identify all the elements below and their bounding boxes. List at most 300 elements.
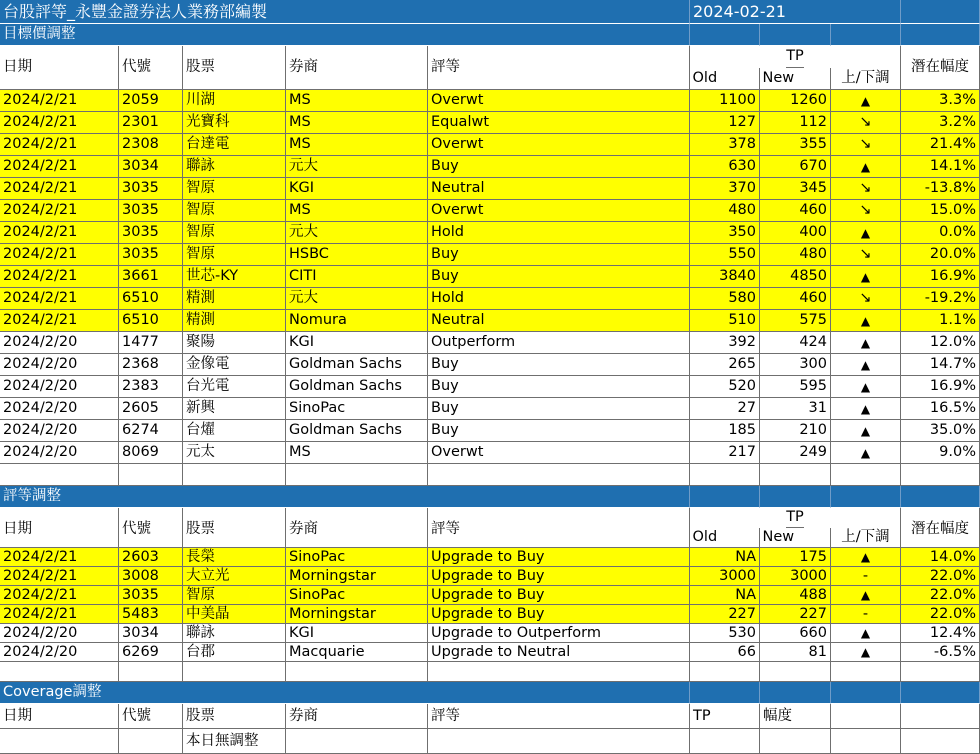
cell-date[interactable]: 2024/2/21: [0, 90, 119, 112]
cell-upside[interactable]: 22.0%: [901, 605, 980, 624]
table-row: [0, 112, 980, 134]
cell-tp-old[interactable]: 1100: [690, 90, 760, 112]
blank-cell[interactable]: [0, 464, 119, 486]
cell-upside[interactable]: 22.0%: [901, 567, 980, 586]
cell-broker[interactable]: Goldman Sachs: [286, 376, 428, 398]
section1-title[interactable]: 目標價調整: [0, 24, 690, 46]
cell-stock[interactable]: 台燿: [183, 420, 286, 442]
cell-date[interactable]: 2024/2/20: [0, 442, 119, 464]
table-row: [0, 156, 980, 178]
up-triangle-icon[interactable]: ▲: [831, 90, 901, 112]
blank-row: [0, 662, 980, 682]
table-row: [0, 420, 980, 442]
cell-code[interactable]: 3034: [119, 624, 183, 643]
header-stock[interactable]: 股票: [183, 508, 286, 548]
blank-cell[interactable]: [286, 729, 428, 754]
cell-stock[interactable]: 台郡: [183, 643, 286, 662]
blank-cell[interactable]: [690, 464, 760, 486]
blank-cell[interactable]: [0, 662, 119, 682]
blank-cell[interactable]: [831, 662, 901, 682]
blank-cell[interactable]: [183, 662, 286, 682]
cell-broker[interactable]: Morningstar: [286, 567, 428, 586]
cell-tp-new[interactable]: 300: [760, 354, 831, 376]
cell-upside[interactable]: 35.0%: [901, 420, 980, 442]
cell-upside[interactable]: 22.0%: [901, 586, 980, 605]
section3-band-blank-cell[interactable]: [901, 682, 980, 704]
cell-broker[interactable]: Goldman Sachs: [286, 354, 428, 376]
cell-broker[interactable]: HSBC: [286, 244, 428, 266]
cell-upside[interactable]: 14.0%: [901, 548, 980, 567]
cell-rating[interactable]: Buy: [428, 244, 690, 266]
cell-broker[interactable]: 元大: [286, 222, 428, 244]
blank-cell[interactable]: [831, 464, 901, 486]
cell-stock[interactable]: 光寶科: [183, 112, 286, 134]
cell-tp-old[interactable]: 3000: [690, 567, 760, 586]
table-row: [0, 548, 980, 567]
cell-tp-new[interactable]: 424: [760, 332, 831, 354]
cell-upside[interactable]: -19.2%: [901, 288, 980, 310]
cell-code[interactable]: 3661: [119, 266, 183, 288]
cell-upside[interactable]: 9.0%: [901, 442, 980, 464]
header-rating[interactable]: 評等: [428, 704, 690, 729]
cell-rating[interactable]: Buy: [428, 266, 690, 288]
cell-code[interactable]: 6510: [119, 310, 183, 332]
cell-date[interactable]: 2024/2/21: [0, 112, 119, 134]
cell-rating[interactable]: Equalwt: [428, 112, 690, 134]
cell-code[interactable]: 3035: [119, 222, 183, 244]
cell-tp-old[interactable]: 217: [690, 442, 760, 464]
cell-code[interactable]: 2368: [119, 354, 183, 376]
cell-tp-new[interactable]: 670: [760, 156, 831, 178]
cell-broker[interactable]: KGI: [286, 332, 428, 354]
table-row: [0, 222, 980, 244]
cell-stock[interactable]: 長榮: [183, 548, 286, 567]
header-tp-group: [690, 46, 901, 90]
cell-direction[interactable]: -: [831, 567, 901, 586]
cell-code[interactable]: 2603: [119, 548, 183, 567]
cell-tp-old[interactable]: 378: [690, 134, 760, 156]
cell-stock[interactable]: 元太: [183, 442, 286, 464]
header-stock[interactable]: 股票: [183, 46, 286, 90]
blank-cell[interactable]: [690, 662, 760, 682]
header-rating[interactable]: 評等: [428, 46, 690, 90]
cell-tp-new[interactable]: 210: [760, 420, 831, 442]
report-date[interactable]: 2024-02-21: [690, 0, 901, 24]
cell-stock[interactable]: 精測: [183, 310, 286, 332]
cell-tp-new[interactable]: 227: [760, 605, 831, 624]
cell-tp-new[interactable]: 3000: [760, 567, 831, 586]
header-tp[interactable]: TP: [690, 704, 760, 729]
header-broker[interactable]: 券商: [286, 508, 428, 548]
header-tp-subheaders: [690, 68, 901, 89]
cell-date[interactable]: 2024/2/21: [0, 310, 119, 332]
cell-stock[interactable]: 川湖: [183, 90, 286, 112]
cell-code[interactable]: 2301: [119, 112, 183, 134]
cell-upside[interactable]: 0.0%: [901, 222, 980, 244]
cell-stock[interactable]: 新興: [183, 398, 286, 420]
cell-tp-old[interactable]: 580: [690, 288, 760, 310]
cell-broker[interactable]: Macquarie: [286, 643, 428, 662]
cell-date[interactable]: 2024/2/20: [0, 420, 119, 442]
cell-date[interactable]: 2024/2/21: [0, 567, 119, 586]
cell-date[interactable]: 2024/2/21: [0, 156, 119, 178]
cell-rating[interactable]: Buy: [428, 420, 690, 442]
sheet-title[interactable]: 台股評等_永豐金證券法人業務部編製: [0, 0, 690, 24]
cell-code[interactable]: 5483: [119, 605, 183, 624]
cell-tp-new[interactable]: 595: [760, 376, 831, 398]
cell-upside[interactable]: 3.2%: [901, 112, 980, 134]
cell-tp-new[interactable]: 4850: [760, 266, 831, 288]
cell-date[interactable]: 2024/2/21: [0, 548, 119, 567]
section1-band-blank-cell[interactable]: [760, 24, 831, 46]
cell-rating[interactable]: Hold: [428, 288, 690, 310]
cell-date[interactable]: 2024/2/21: [0, 244, 119, 266]
cell-tp-new[interactable]: 400: [760, 222, 831, 244]
cell-stock[interactable]: 聚陽: [183, 332, 286, 354]
cell-tp-old[interactable]: 520: [690, 376, 760, 398]
header-code[interactable]: 代號: [119, 46, 183, 90]
cell-stock[interactable]: 金像電: [183, 354, 286, 376]
cell-broker[interactable]: MS: [286, 112, 428, 134]
cell-tp-old[interactable]: 3840: [690, 266, 760, 288]
cell-tp-old[interactable]: NA: [690, 548, 760, 567]
cell-stock[interactable]: 智原: [183, 222, 286, 244]
table-row: [0, 288, 980, 310]
blank-cell[interactable]: [901, 464, 980, 486]
cell-broker[interactable]: Nomura: [286, 310, 428, 332]
cell-code[interactable]: 2383: [119, 376, 183, 398]
blank-cell[interactable]: [119, 729, 183, 754]
cell-code[interactable]: 3034: [119, 156, 183, 178]
down-arrow-icon[interactable]: ↘: [831, 178, 901, 200]
cell-code[interactable]: 2059: [119, 90, 183, 112]
cell-broker[interactable]: 元大: [286, 288, 428, 310]
cell-broker[interactable]: MS: [286, 442, 428, 464]
cell-rating[interactable]: Upgrade to Buy: [428, 605, 690, 624]
cell-broker[interactable]: MS: [286, 200, 428, 222]
header-stock[interactable]: 股票: [183, 704, 286, 729]
blank-cell[interactable]: [286, 662, 428, 682]
blank-cell[interactable]: [0, 729, 119, 754]
table-row: [0, 178, 980, 200]
blank-row: [0, 464, 980, 486]
cell-stock[interactable]: 聯詠: [183, 624, 286, 643]
blank-cell[interactable]: [183, 464, 286, 486]
cell-broker[interactable]: CITI: [286, 266, 428, 288]
cell-stock[interactable]: 大立光: [183, 567, 286, 586]
cell-tp-old[interactable]: 185: [690, 420, 760, 442]
section2-band-blank-cell[interactable]: [831, 486, 901, 508]
cell-tp-old[interactable]: 510: [690, 310, 760, 332]
up-triangle-icon[interactable]: ▲: [831, 332, 901, 354]
up-triangle-icon[interactable]: ▲: [831, 310, 901, 332]
header-broker[interactable]: 券商: [286, 46, 428, 90]
cell-upside[interactable]: 16.9%: [901, 266, 980, 288]
cell-rating[interactable]: Overwt: [428, 90, 690, 112]
cell-broker[interactable]: SinoPac: [286, 548, 428, 567]
cell-date[interactable]: 2024/2/20: [0, 354, 119, 376]
section1-band-blank-cell[interactable]: [831, 24, 901, 46]
cell-stock[interactable]: 智原: [183, 178, 286, 200]
up-triangle-icon[interactable]: ▲: [831, 442, 901, 464]
cell-broker[interactable]: SinoPac: [286, 586, 428, 605]
header-code[interactable]: 代號: [119, 704, 183, 729]
blank-cell[interactable]: [428, 464, 690, 486]
no-adjustment-note[interactable]: 本日無調整: [183, 729, 286, 754]
cell-upside[interactable]: 21.4%: [901, 134, 980, 156]
cell-code[interactable]: 6274: [119, 420, 183, 442]
cell-upside[interactable]: 12.4%: [901, 624, 980, 643]
cell-upside[interactable]: 16.9%: [901, 376, 980, 398]
cell-upside[interactable]: -6.5%: [901, 643, 980, 662]
cell-stock[interactable]: 台光電: [183, 376, 286, 398]
section1-band-blank-cell[interactable]: [901, 24, 980, 46]
cell-tp-new[interactable]: 575: [760, 310, 831, 332]
cell-upside[interactable]: 14.7%: [901, 354, 980, 376]
section3-title[interactable]: Coverage調整: [0, 682, 690, 704]
cell-rating[interactable]: Buy: [428, 156, 690, 178]
cell-tp-old[interactable]: 550: [690, 244, 760, 266]
cell-tp-new[interactable]: 345: [760, 178, 831, 200]
cell-code[interactable]: 2605: [119, 398, 183, 420]
down-arrow-icon[interactable]: ↘: [831, 200, 901, 222]
table-row: [0, 605, 980, 624]
cell-stock[interactable]: 智原: [183, 200, 286, 222]
cell-tp-new[interactable]: 112: [760, 112, 831, 134]
cell-date[interactable]: 2024/2/21: [0, 200, 119, 222]
cell-direction[interactable]: -: [831, 605, 901, 624]
section3-band: [0, 682, 980, 704]
cell-date[interactable]: 2024/2/20: [0, 398, 119, 420]
cell-tp-new[interactable]: 460: [760, 288, 831, 310]
table-row: [0, 376, 980, 398]
cell-stock[interactable]: 聯詠: [183, 156, 286, 178]
cell-tp-new[interactable]: 175: [760, 548, 831, 567]
header-date[interactable]: 日期: [0, 46, 119, 90]
cell-tp-new[interactable]: 480: [760, 244, 831, 266]
cell-date[interactable]: 2024/2/20: [0, 643, 119, 662]
header-date[interactable]: 日期: [0, 508, 119, 548]
header-blank-cell[interactable]: [901, 704, 980, 729]
cell-rating[interactable]: Upgrade to Buy: [428, 567, 690, 586]
blank-cell[interactable]: [119, 662, 183, 682]
cell-broker[interactable]: KGI: [286, 624, 428, 643]
section3-note-row: [0, 729, 980, 754]
cell-rating[interactable]: Buy: [428, 398, 690, 420]
cell-tp-old[interactable]: 27: [690, 398, 760, 420]
cell-tp-old[interactable]: 480: [690, 200, 760, 222]
cell-tp-old[interactable]: 630: [690, 156, 760, 178]
cell-code[interactable]: 3008: [119, 567, 183, 586]
blank-cell[interactable]: [428, 662, 690, 682]
header-code[interactable]: 代號: [119, 508, 183, 548]
up-triangle-icon[interactable]: ▲: [831, 586, 901, 605]
cell-rating[interactable]: Overwt: [428, 134, 690, 156]
cell-rating[interactable]: Neutral: [428, 178, 690, 200]
blank-cell[interactable]: [901, 729, 980, 754]
blank-cell[interactable]: [690, 729, 760, 754]
down-arrow-icon[interactable]: ↘: [831, 112, 901, 134]
blank-cell[interactable]: [428, 729, 690, 754]
cell-stock[interactable]: 中美晶: [183, 605, 286, 624]
cell-code[interactable]: 8069: [119, 442, 183, 464]
cell-code[interactable]: 3035: [119, 200, 183, 222]
up-triangle-icon[interactable]: ▲: [831, 624, 901, 643]
header-rating[interactable]: 評等: [428, 508, 690, 548]
section3-band-blank-cell[interactable]: [760, 682, 831, 704]
cell-tp-new[interactable]: 81: [760, 643, 831, 662]
up-triangle-icon[interactable]: ▲: [831, 398, 901, 420]
section1-band: [0, 24, 980, 46]
cell-tp-new[interactable]: 488: [760, 586, 831, 605]
cell-code[interactable]: 6269: [119, 643, 183, 662]
cell-broker[interactable]: Goldman Sachs: [286, 420, 428, 442]
cell-broker[interactable]: MS: [286, 134, 428, 156]
cell-tp-old[interactable]: 227: [690, 605, 760, 624]
cell-code[interactable]: 1477: [119, 332, 183, 354]
section3-band-blank-cell[interactable]: [690, 682, 760, 704]
cell-broker[interactable]: KGI: [286, 178, 428, 200]
cell-stock[interactable]: 台達電: [183, 134, 286, 156]
table-row: [0, 567, 980, 586]
table-row: [0, 586, 980, 605]
cell-date[interactable]: 2024/2/21: [0, 134, 119, 156]
up-triangle-icon[interactable]: ▲: [831, 548, 901, 567]
header-range[interactable]: 幅度: [760, 704, 831, 729]
cell-rating[interactable]: Buy: [428, 376, 690, 398]
table-row: [0, 624, 980, 643]
cell-tp-new[interactable]: 1260: [760, 90, 831, 112]
header-direction: 上/下調: [841, 70, 890, 87]
cell-tp-old[interactable]: NA: [690, 586, 760, 605]
cell-tp-new[interactable]: 355: [760, 134, 831, 156]
up-triangle-icon[interactable]: ▲: [831, 266, 901, 288]
cell-tp-old[interactable]: 66: [690, 643, 760, 662]
cell-upside[interactable]: 16.5%: [901, 398, 980, 420]
header-new: New: [760, 528, 831, 547]
table-row: [0, 354, 980, 376]
up-triangle-icon[interactable]: ▲: [831, 156, 901, 178]
cell-stock[interactable]: 智原: [183, 586, 286, 605]
header-broker[interactable]: 券商: [286, 704, 428, 729]
cell-rating[interactable]: Upgrade to Neutral: [428, 643, 690, 662]
cell-date[interactable]: 2024/2/20: [0, 332, 119, 354]
cell-broker[interactable]: 元大: [286, 156, 428, 178]
blank-cell[interactable]: [760, 662, 831, 682]
cell-date[interactable]: 2024/2/20: [0, 624, 119, 643]
section3-band-blank-cell[interactable]: [831, 682, 901, 704]
cell-code[interactable]: 3035: [119, 586, 183, 605]
cell-upside[interactable]: -13.8%: [901, 178, 980, 200]
cell-upside[interactable]: 1.1%: [901, 310, 980, 332]
cell-tp-old[interactable]: 530: [690, 624, 760, 643]
table-row: [0, 200, 980, 222]
cell-upside[interactable]: 12.0%: [901, 332, 980, 354]
cell-stock[interactable]: 世芯-KY: [183, 266, 286, 288]
blank-cell[interactable]: [901, 662, 980, 682]
cell-tp-new[interactable]: 249: [760, 442, 831, 464]
cell-tp-old[interactable]: 265: [690, 354, 760, 376]
blank-cell[interactable]: [119, 464, 183, 486]
cell-date[interactable]: 2024/2/21: [0, 222, 119, 244]
up-triangle-icon[interactable]: ▲: [831, 222, 901, 244]
cell-rating[interactable]: Buy: [428, 354, 690, 376]
cell-rating[interactable]: Hold: [428, 222, 690, 244]
header-upside[interactable]: 潛在幅度: [901, 46, 980, 90]
section2-band-blank-cell[interactable]: [690, 486, 760, 508]
down-arrow-icon[interactable]: ↘: [831, 288, 901, 310]
section2-header-row: [0, 508, 980, 548]
cell-tp-old[interactable]: 370: [690, 178, 760, 200]
cell-broker[interactable]: MS: [286, 90, 428, 112]
cell-stock[interactable]: 智原: [183, 244, 286, 266]
blank-cell[interactable]: [831, 729, 901, 754]
cell-date[interactable]: 2024/2/20: [0, 376, 119, 398]
cell-tp-new[interactable]: 660: [760, 624, 831, 643]
header-date[interactable]: 日期: [0, 704, 119, 729]
cell-broker[interactable]: SinoPac: [286, 398, 428, 420]
cell-code[interactable]: 6510: [119, 288, 183, 310]
blank-cell[interactable]: [286, 464, 428, 486]
cell-rating[interactable]: Upgrade to Buy: [428, 548, 690, 567]
cell-tp-old[interactable]: 350: [690, 222, 760, 244]
cell-code[interactable]: 3035: [119, 244, 183, 266]
blank-cell[interactable]: [760, 729, 831, 754]
cell-date[interactable]: 2024/2/21: [0, 288, 119, 310]
cell-broker[interactable]: Morningstar: [286, 605, 428, 624]
cell-code[interactable]: 3035: [119, 178, 183, 200]
cell-tp-old[interactable]: 127: [690, 112, 760, 134]
cell-tp-old[interactable]: 392: [690, 332, 760, 354]
cell-date[interactable]: 2024/2/21: [0, 586, 119, 605]
header-tp-group: [690, 508, 901, 548]
cell-upside[interactable]: 15.0%: [901, 200, 980, 222]
up-triangle-icon[interactable]: ▲: [831, 376, 901, 398]
title-row-blank-cell[interactable]: [901, 0, 980, 24]
cell-upside[interactable]: 3.3%: [901, 90, 980, 112]
down-arrow-icon[interactable]: ↘: [831, 244, 901, 266]
cell-tp-new[interactable]: 460: [760, 200, 831, 222]
header-upside[interactable]: 潛在幅度: [901, 508, 980, 548]
up-triangle-icon[interactable]: ▲: [831, 643, 901, 662]
header-blank-cell[interactable]: [831, 704, 901, 729]
down-arrow-icon[interactable]: ↘: [831, 134, 901, 156]
up-triangle-icon[interactable]: ▲: [831, 420, 901, 442]
blank-cell[interactable]: [760, 464, 831, 486]
cell-rating[interactable]: Overwt: [428, 442, 690, 464]
cell-date[interactable]: 2024/2/21: [0, 178, 119, 200]
cell-date[interactable]: 2024/2/21: [0, 266, 119, 288]
cell-stock[interactable]: 精測: [183, 288, 286, 310]
cell-rating[interactable]: Neutral: [428, 310, 690, 332]
cell-code[interactable]: 2308: [119, 134, 183, 156]
cell-upside[interactable]: 14.1%: [901, 156, 980, 178]
section2-title[interactable]: 評等調整: [0, 486, 690, 508]
cell-rating[interactable]: Upgrade to Buy: [428, 586, 690, 605]
cell-rating[interactable]: Upgrade to Outperform: [428, 624, 690, 643]
cell-rating[interactable]: Overwt: [428, 200, 690, 222]
cell-rating[interactable]: Outperform: [428, 332, 690, 354]
cell-date[interactable]: 2024/2/21: [0, 605, 119, 624]
up-triangle-icon[interactable]: ▲: [831, 354, 901, 376]
table-row: [0, 643, 980, 662]
section2-band-blank-cell[interactable]: [760, 486, 831, 508]
section2-band-blank-cell[interactable]: [901, 486, 980, 508]
header-tp: TP: [786, 46, 804, 68]
cell-tp-new[interactable]: 31: [760, 398, 831, 420]
cell-upside[interactable]: 20.0%: [901, 244, 980, 266]
section1-band-blank-cell[interactable]: [690, 24, 760, 46]
